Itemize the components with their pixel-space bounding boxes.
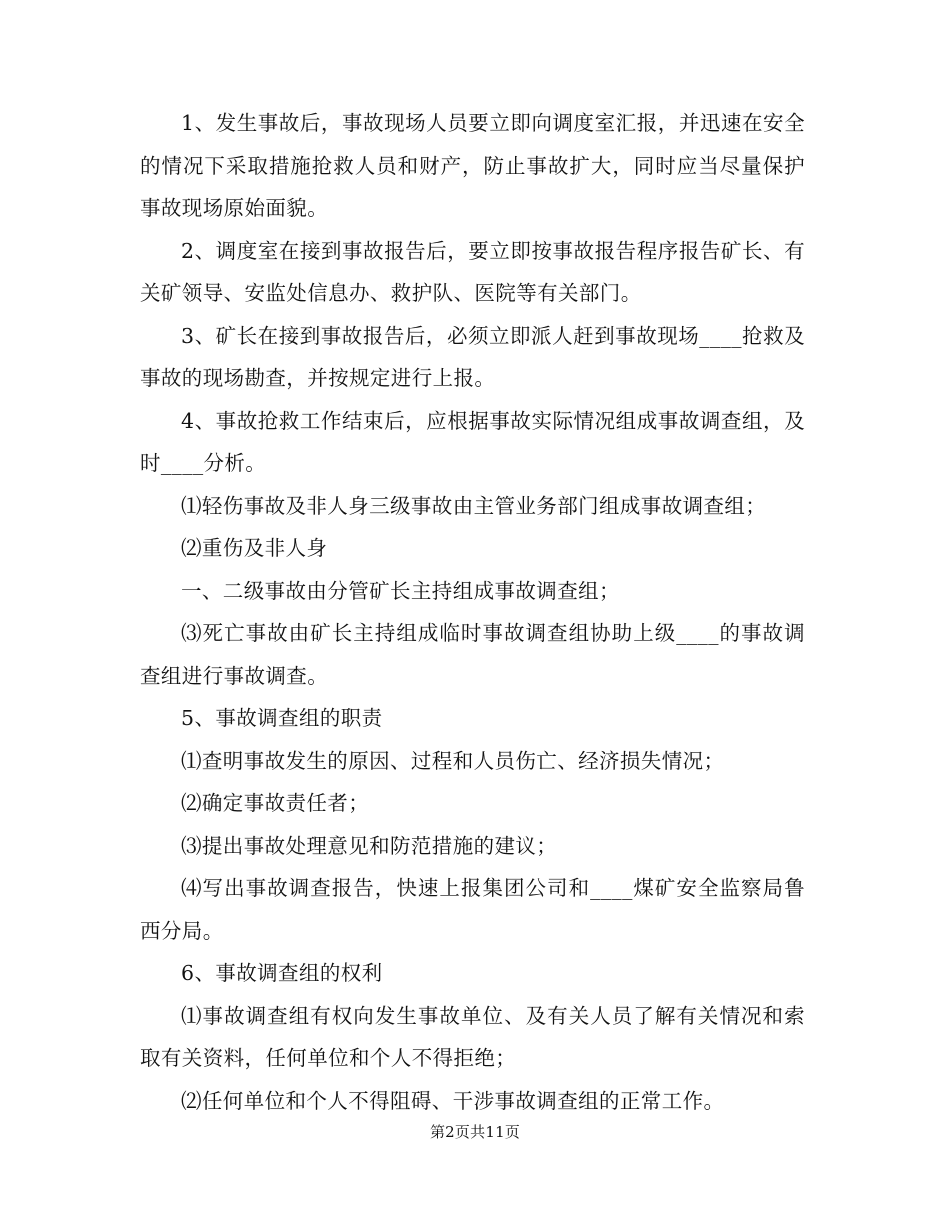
paragraph-6: ⑵重伤及非人身	[181, 536, 328, 560]
paragraph-1: 1、发生事故后，事故现场人员要立即向调度室汇报，并迅速在安全的情况下采取措施抢救人员和财产，防止事故扩大，同时应当尽量保护事故现场原始面貌。	[140, 111, 805, 220]
paragraph-2: 2、调度室在接到事故报告后，要立即按事故报告程序报告矿长、有关矿领导、安监处信息办、救护队、医院等有关部门。	[140, 238, 805, 305]
paragraph-11: ⑵确定事故责任者；	[181, 791, 370, 815]
paragraph-5: ⑴轻伤事故及非人身三级事故由主管业务部门组成事故调查组；	[181, 493, 767, 518]
paragraph-7: 一、二级事故由分管矿长主持组成事故调查组；	[181, 578, 620, 603]
paragraph-3: 3、矿长在接到事故报告后，必须立即派人赶到事故现场____抢救及事故的现场勘查，并按规定进行上报。	[140, 323, 805, 390]
document-body	[140, 102, 805, 1122]
paragraph-12: ⑶提出事故处理意见和防范措施的建议；	[181, 833, 558, 858]
paragraph-16: ⑵任何单位和个人不得阻碍、干涉事故调查组的正常工作。	[181, 1088, 725, 1113]
paragraph-8: ⑶死亡事故由矿长主持组成临时事故调查组协助上级____的事故调查组进行事故调查。	[140, 621, 805, 688]
paragraph-15: ⑴事故调查组有权向发生事故单位、及有关人员了解有关情况和索取有关资料，任何单位和个人不得拒绝；	[140, 1003, 805, 1070]
paragraph-13: ⑷写出事故调查报告，快速上报集团公司和____煤矿安全监察局鲁西分局。	[140, 876, 805, 943]
paragraph-14: 6、事故调查组的权利	[181, 961, 383, 985]
page-number-footer: 第2页共11页	[429, 1123, 521, 1141]
paragraph-4: 4、事故抢救工作结束后，应根据事故实际情况组成事故调查组，及时____分析。	[140, 408, 805, 475]
paragraph-9: 5、事故调查组的职责	[181, 706, 383, 730]
paragraph-10: ⑴查明事故发生的原因、过程和人员伤亡、经济损失情况；	[181, 748, 725, 773]
